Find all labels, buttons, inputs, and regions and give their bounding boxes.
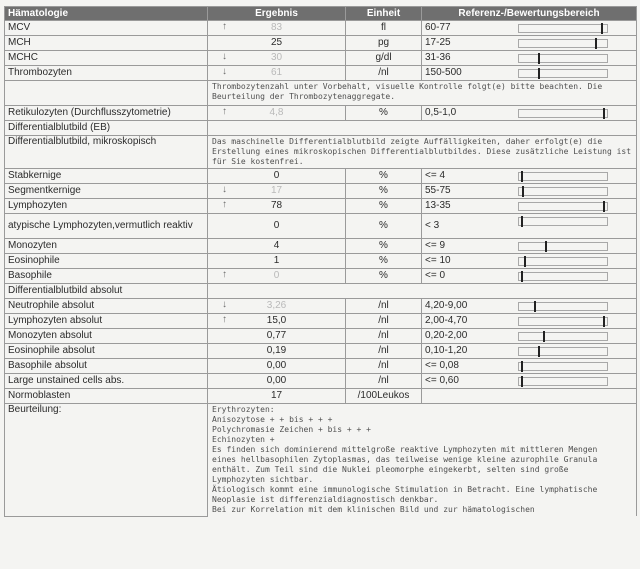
range-marker: [521, 216, 523, 227]
comment-row: [5, 136, 637, 169]
assessment-label: Beurteilung:: [5, 404, 208, 517]
table-row: [5, 169, 637, 184]
reference-cell: [422, 254, 637, 269]
reference-range: <= 0,60: [425, 375, 459, 386]
unit-value: /nl: [346, 299, 422, 314]
reference-range: 31-36: [425, 52, 451, 63]
comment-row: [5, 81, 637, 106]
result-cell: [208, 239, 346, 254]
unit-value: g/dl: [346, 51, 422, 66]
unit-value: fl: [346, 21, 422, 36]
differential-note: Das maschinelle Differentialblutbild zeigte Auffälligkeiten, daher erfolgt(e) die Erstellung eines mikroskopischen Differentialblutbildes. Diese zusätzliche Leistung ist für Sie kostenfrei.: [208, 136, 637, 169]
param-name: Neutrophile absolut: [5, 299, 208, 314]
table-row: [5, 66, 637, 81]
header-reference: Referenz-/Bewertungsbereich: [422, 7, 637, 21]
param-name: Basophile: [5, 269, 208, 284]
unit-value: /nl: [346, 314, 422, 329]
hematology-table: [4, 6, 637, 517]
result-value: 0: [273, 170, 280, 181]
reference-range: 0,20-2,00: [425, 330, 468, 341]
unit-value: %: [346, 199, 422, 214]
range-bar: [518, 54, 608, 63]
result-cell: [208, 36, 346, 51]
empty-cell: [5, 81, 208, 106]
reference-range: 4,20-9,00: [425, 300, 468, 311]
assessment-lines: [212, 405, 632, 515]
param-name: Stabkernige: [5, 169, 208, 184]
reference-cell: [422, 389, 637, 404]
arrow-up-icon: ↑: [222, 269, 227, 280]
reference-cell: [422, 269, 637, 284]
range-marker: [521, 271, 523, 282]
unit-value: /nl: [346, 329, 422, 344]
result-cell: [208, 344, 346, 359]
reference-range: 2,00-4,70: [425, 315, 468, 326]
range-bar: [518, 202, 608, 211]
unit-value: /nl: [346, 344, 422, 359]
range-bar: [518, 187, 608, 196]
range-bar: [518, 272, 608, 281]
assessment-line: Erythrozyten:: [212, 405, 275, 414]
table-row: [5, 299, 637, 314]
section-row: [5, 284, 637, 299]
section-label: Differentialblutbild absolut: [5, 284, 208, 299]
result-value: 3,26: [266, 300, 287, 311]
reference-range: <= 0,08: [425, 360, 459, 371]
param-name: Segmentkernige: [5, 184, 208, 199]
table-row: [5, 239, 637, 254]
table-row: [5, 21, 637, 36]
range-bar: [518, 317, 608, 326]
result-value: 83: [270, 22, 283, 33]
param-name: Monozyten: [5, 239, 208, 254]
result-value: 0,77: [266, 330, 287, 341]
range-bar: [518, 302, 608, 311]
table-row: [5, 314, 637, 329]
result-value: 61: [270, 67, 283, 78]
table-row: [5, 106, 637, 121]
header-unit: Einheit: [346, 7, 422, 21]
result-cell: [208, 106, 346, 121]
range-marker: [538, 68, 540, 79]
reference-cell: [422, 239, 637, 254]
table-row: [5, 389, 637, 404]
range-bar: [518, 362, 608, 371]
reference-cell: [422, 374, 637, 389]
table-row: [5, 184, 637, 199]
param-name: Retikulozyten (Durchflusszytometrie): [5, 106, 208, 121]
param-name: Lymphozyten absolut: [5, 314, 208, 329]
result-cell: [208, 329, 346, 344]
range-bar: [518, 347, 608, 356]
arrow-up-icon: ↑: [222, 21, 227, 32]
reference-cell: [422, 299, 637, 314]
result-cell: [208, 374, 346, 389]
result-value: 25: [270, 37, 283, 48]
table-row: [5, 269, 637, 284]
reference-range: < 3: [425, 220, 440, 231]
unit-value: /nl: [346, 374, 422, 389]
param-name: Eosinophile absolut: [5, 344, 208, 359]
reference-cell: [422, 314, 637, 329]
unit-value: /nl: [346, 66, 422, 81]
reference-cell: [422, 214, 637, 239]
range-marker: [545, 241, 547, 252]
table-row: [5, 359, 637, 374]
empty-cell: [208, 121, 637, 136]
result-value: 4,8: [269, 107, 284, 118]
arrow-down-icon: ↓: [222, 184, 227, 195]
reference-cell: [422, 329, 637, 344]
reference-range: <= 9: [425, 240, 446, 251]
result-value: 0,19: [266, 345, 287, 356]
range-marker: [603, 316, 605, 327]
arrow-up-icon: ↑: [222, 314, 227, 325]
table-row: [5, 374, 637, 389]
result-value: 0,00: [266, 360, 287, 371]
param-name: MCHC: [5, 51, 208, 66]
param-name: Lymphozyten: [5, 199, 208, 214]
range-bar: [518, 257, 608, 266]
reference-range: 0,10-1,20: [425, 345, 468, 356]
param-name: MCV: [5, 21, 208, 36]
table-row: [5, 51, 637, 66]
section-label: Differentialblutbild, mikroskopisch: [5, 136, 208, 169]
range-marker: [601, 23, 603, 34]
param-name: MCH: [5, 36, 208, 51]
range-bar: [518, 377, 608, 386]
reference-cell: [422, 199, 637, 214]
reference-range: <= 10: [425, 255, 451, 266]
result-cell: [208, 299, 346, 314]
result-value: 0: [273, 220, 280, 231]
result-value: 17: [270, 185, 283, 196]
assessment-line: Ätiologisch kommt eine immunologische Stimulation in Betracht. Eine lymphatische: [212, 485, 598, 494]
reference-cell: [422, 51, 637, 66]
result-cell: [208, 359, 346, 374]
assessment-line: eines hellbasophilen Zytoplasmas, das teilweise wenige kleine azurophile Granula: [212, 455, 598, 464]
assessment-line: Echinozyten +: [212, 435, 275, 444]
range-bar: [518, 24, 608, 33]
result-cell: [208, 254, 346, 269]
range-bar: [518, 332, 608, 341]
result-cell: [208, 51, 346, 66]
reference-range: <= 4: [425, 170, 446, 181]
range-bar: [518, 109, 608, 118]
arrow-up-icon: ↑: [222, 106, 227, 117]
range-marker: [543, 331, 545, 342]
thrombocyte-note: Thrombozytenzahl unter Vorbehalt, visuelle Kontrolle folgt(e) bitte beachten. Die Beurteilung der Thrombozytenaggregate.: [208, 81, 637, 106]
result-value: 15,0: [266, 315, 287, 326]
result-cell: [208, 21, 346, 36]
param-name: Thrombozyten: [5, 66, 208, 81]
param-name: Monozyten absolut: [5, 329, 208, 344]
result-value: 17: [208, 389, 346, 404]
reference-range: 17-25: [425, 37, 451, 48]
assessment-line: Es finden sich dominierend mittelgroße reaktive Lymphozyten mit mittleren Mengen: [212, 445, 598, 454]
reference-range: 150-500: [425, 67, 462, 78]
header-title: Hämatologie: [5, 7, 208, 21]
empty-cell: [208, 284, 637, 299]
param-name: Normoblasten: [5, 389, 208, 404]
result-cell: [208, 269, 346, 284]
result-cell: [208, 169, 346, 184]
range-marker: [521, 171, 523, 182]
range-bar: [518, 39, 608, 48]
header-result: Ergebnis: [208, 7, 346, 21]
reference-range: 0,5-1,0: [425, 107, 457, 118]
assessment-line: Neoplasie ist differenzialdiagnostisch denkbar.: [212, 495, 439, 504]
range-marker: [524, 256, 526, 267]
unit-value: %: [346, 269, 422, 284]
param-name: Eosinophile: [5, 254, 208, 269]
unit-value: %: [346, 239, 422, 254]
reference-cell: [422, 359, 637, 374]
range-bar: [518, 242, 608, 251]
unit-value: %: [346, 169, 422, 184]
reference-cell: [422, 184, 637, 199]
result-cell: [208, 199, 346, 214]
range-marker: [538, 346, 540, 357]
unit-value: %: [346, 106, 422, 121]
result-value: 0,00: [266, 375, 287, 386]
reference-cell: [422, 106, 637, 121]
assessment-line: enthält. Zum Teil sind die Nuklei pleomorphe eingekerbt, selten sind große: [212, 465, 569, 474]
reference-cell: [422, 21, 637, 36]
assessment-line: Anisozytose + + bis + + +: [212, 415, 333, 424]
table-row: [5, 36, 637, 51]
reference-range: 55-75: [425, 185, 451, 196]
range-marker: [521, 361, 523, 372]
table-row: [5, 214, 637, 239]
reference-range: 60-77: [425, 22, 451, 33]
param-name: Basophile absolut: [5, 359, 208, 374]
reference-range: <= 0: [425, 270, 446, 281]
unit-value: /100Leukos: [346, 389, 422, 404]
unit-value: %: [346, 184, 422, 199]
result-cell: [208, 66, 346, 81]
unit-value: %: [346, 254, 422, 269]
param-name: Large unstained cells abs.: [5, 374, 208, 389]
arrow-down-icon: ↓: [222, 66, 227, 77]
table-row: [5, 329, 637, 344]
reference-cell: [422, 66, 637, 81]
range-bar: [518, 69, 608, 78]
range-marker: [603, 201, 605, 212]
table-header: [5, 7, 637, 21]
result-cell: [208, 184, 346, 199]
range-bar: [518, 217, 608, 226]
result-value: 4: [273, 240, 280, 251]
reference-cell: [422, 36, 637, 51]
result-cell: [208, 214, 346, 239]
unit-value: pg: [346, 36, 422, 51]
arrow-up-icon: ↑: [222, 199, 227, 210]
unit-value: /nl: [346, 359, 422, 374]
table-row: [5, 199, 637, 214]
assessment-line: Bei zur Korrelation mit dem klinischen Bild und zur hämatologischen: [212, 505, 535, 514]
assessment-row: [5, 404, 637, 517]
reference-range: 13-35: [425, 200, 451, 211]
range-marker: [603, 108, 605, 119]
unit-value: %: [346, 214, 422, 239]
range-marker: [534, 301, 536, 312]
table-row: [5, 254, 637, 269]
assessment-text: [208, 404, 637, 517]
arrow-down-icon: ↓: [222, 51, 227, 62]
assessment-line: Lymphozyten sichtbar.: [212, 475, 314, 484]
result-value: 1: [273, 255, 280, 266]
table-row: [5, 344, 637, 359]
lab-report: [4, 6, 636, 517]
range-marker: [521, 376, 523, 387]
result-cell: [208, 314, 346, 329]
reference-cell: [422, 344, 637, 359]
section-label: Differentialblutbild (EB): [5, 121, 208, 136]
reference-cell: [422, 169, 637, 184]
assessment-line: Polychromasie Zeichen + bis + + +: [212, 425, 371, 434]
result-value: 30: [270, 52, 283, 63]
range-marker: [538, 53, 540, 64]
range-marker: [522, 186, 524, 197]
section-row: [5, 121, 637, 136]
result-value: 0: [273, 270, 280, 281]
arrow-down-icon: ↓: [222, 299, 227, 310]
range-bar: [518, 172, 608, 181]
param-name: atypische Lymphozyten,vermutlich reaktiv: [5, 214, 208, 239]
range-marker: [595, 38, 597, 49]
result-value: 78: [270, 200, 283, 211]
